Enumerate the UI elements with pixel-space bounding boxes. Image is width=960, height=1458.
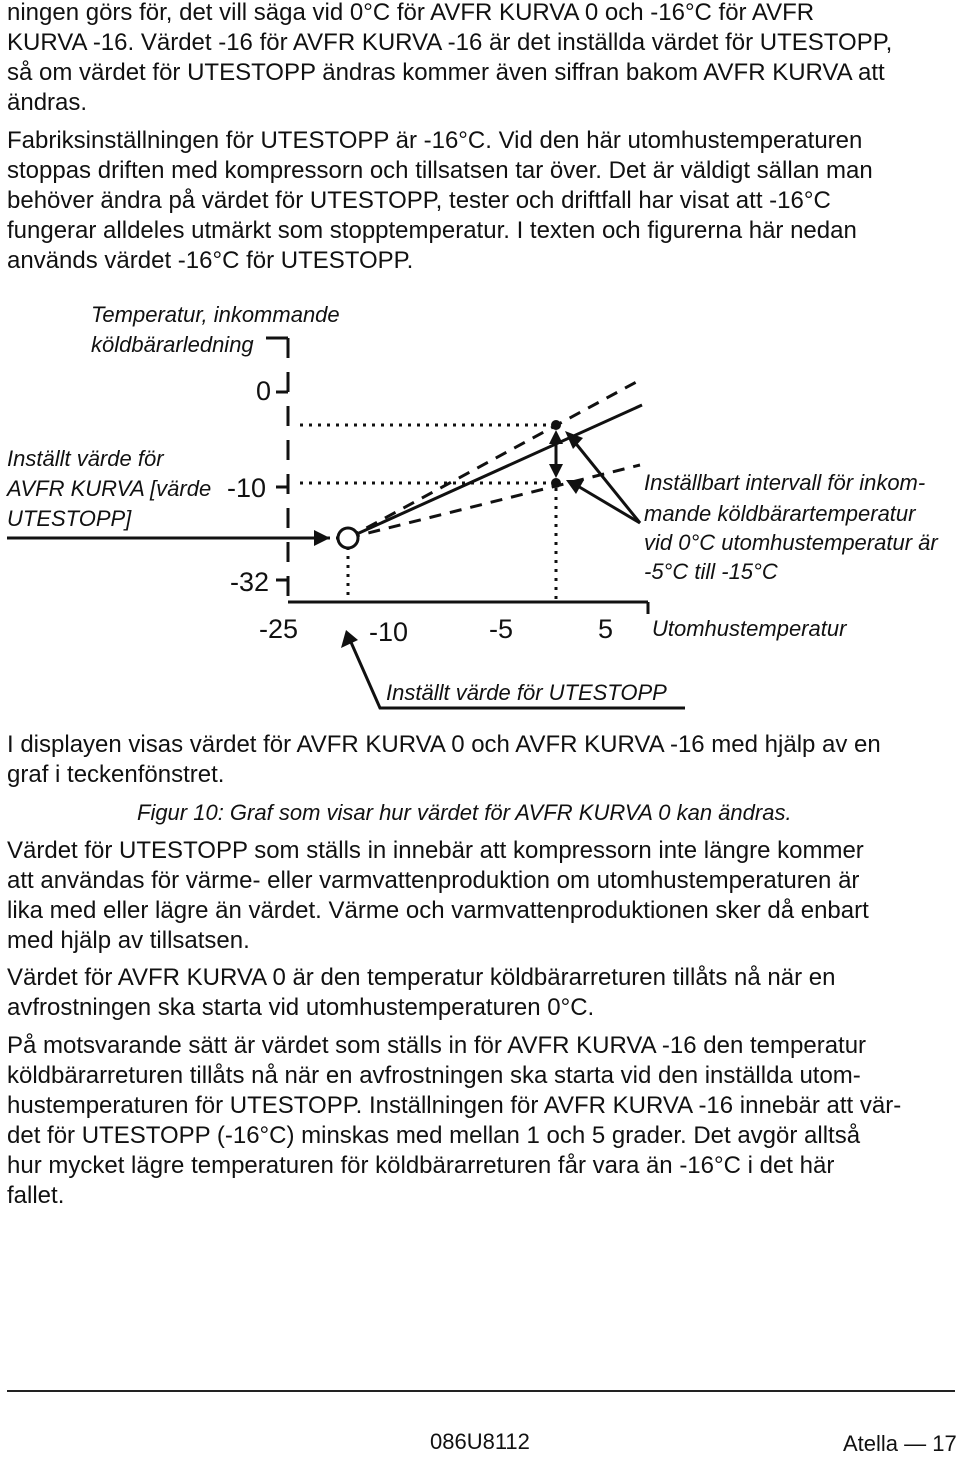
interval-arrowhead-down bbox=[549, 464, 563, 478]
right-annotation-line: mande köldbärartemperatur bbox=[644, 501, 916, 526]
left-annotation-line: Inställt värde för bbox=[7, 446, 164, 471]
right-label-pointer bbox=[576, 485, 640, 523]
x-tick-label: -10 bbox=[369, 617, 409, 647]
document-code: 086U8112 bbox=[430, 1429, 530, 1454]
defrost-curve-diagram bbox=[0, 0, 960, 720]
text-line: ningen görs för, det vill säga vid 0°C för AVFR KURVA 0 och -16°C för AVFR bbox=[7, 0, 815, 26]
x-tick-label: -5 bbox=[489, 614, 514, 644]
y-tick-label: -10 bbox=[227, 473, 267, 503]
page-label: Atella — 17 bbox=[843, 1431, 957, 1456]
curve-upper-limit bbox=[348, 380, 640, 538]
utestopp-point bbox=[338, 528, 358, 548]
curve-lower-limit bbox=[348, 465, 640, 538]
text-line: På motsvarande sätt är värdet som ställs in för AVFR KURVA -16 den temperatur bbox=[7, 1032, 867, 1059]
text-line: fungerar alldeles utmärkt som stopptemperatur. I texten och figurerna här nedan bbox=[7, 217, 857, 244]
right-annotation-line: Inställbart intervall för inkom- bbox=[644, 470, 926, 495]
text-line: Fabriksinställningen för UTESTOPP är -16°C. Vid den här utomhustemperaturen bbox=[7, 127, 863, 154]
right-annotation-line: -5°C till -15°C bbox=[644, 559, 778, 584]
right-annotation-line: vid 0°C utomhustemperatur är bbox=[644, 530, 938, 555]
text-line: att användas för värme- eller varmvattenproduktion om utomhustemperaturen är bbox=[7, 867, 860, 894]
text-line: köldbärarreturen tillåts nå när en avfrostningen ska starta vid den inställda utom- bbox=[7, 1062, 861, 1089]
text-line: det för UTESTOPP (-16°C) minskas med mellan 1 och 5 grader. Det avgör alltså bbox=[7, 1122, 861, 1149]
text-line: hur mycket lägre temperaturen för köldbärarreturen får vara än -16°C i det här bbox=[7, 1152, 835, 1179]
left-annotation-line: UTESTOPP] bbox=[7, 506, 132, 531]
text-line: graf i teckenfönstret. bbox=[7, 761, 225, 788]
text-line: med hjälp av tillsatsen. bbox=[7, 927, 250, 954]
text-line: behöver ändra på värdet för UTESTOPP, tester och driftfall har visat att -16°C bbox=[7, 187, 831, 214]
y-axis-title: köldbärarledning bbox=[91, 332, 254, 357]
y-tick-label: -32 bbox=[230, 567, 270, 597]
x-tick-label: 5 bbox=[598, 614, 614, 644]
figure-caption: Figur 10: Graf som visar hur värdet för AVFR KURVA 0 kan ändras. bbox=[137, 800, 792, 825]
interval-arrowhead-up bbox=[549, 430, 563, 444]
x-tick-label: -25 bbox=[259, 614, 299, 644]
text-line: avfrostningen ska starta vid utomhustemperaturen 0°C. bbox=[7, 994, 595, 1021]
text-line: hustemperaturen för UTESTOPP. Inställningen för AVFR KURVA -16 innebär att vär- bbox=[7, 1092, 902, 1119]
pointer-arrowhead bbox=[314, 530, 330, 546]
text-line: ändras. bbox=[7, 89, 88, 116]
bottom-annotation: Inställt värde för UTESTOPP bbox=[386, 680, 667, 705]
text-line: används värdet -16°C för UTESTOPP. bbox=[7, 247, 414, 274]
footer-rule bbox=[7, 1390, 955, 1392]
text-line: Värdet för UTESTOPP som ställs in innebär att kompressorn inte längre kommer bbox=[7, 837, 864, 864]
text-line: fallet. bbox=[7, 1182, 65, 1209]
point-upper bbox=[551, 420, 561, 430]
x-axis-title: Utomhustemperatur bbox=[652, 616, 847, 641]
text-line: KURVA -16. Värdet -16 för AVFR KURVA -16 är det inställda värdet för UTESTOPP, bbox=[7, 29, 893, 56]
y-axis-title: Temperatur, inkommande bbox=[91, 302, 340, 327]
left-annotation-line: AVFR KURVA [värde bbox=[7, 476, 212, 501]
text-line: I displayen visas värdet för AVFR KURVA 0 och AVFR KURVA -16 med hjälp av en bbox=[7, 731, 881, 758]
y-tick-label: 0 bbox=[256, 376, 272, 406]
point-middle bbox=[551, 478, 561, 488]
text-line: lika med eller lägre än värdet. Värme och varmvattenproduktionen sker då enbart bbox=[7, 897, 869, 924]
pointer-arrowhead bbox=[341, 630, 358, 648]
text-line: stoppas driften med kompressorn och tillsatsen tar över. Det är väldigt sällan man bbox=[7, 157, 873, 184]
text-line: så om värdet för UTESTOPP ändras kommer även siffran bakom AVFR KURVA att bbox=[7, 59, 885, 86]
text-line: Värdet för AVFR KURVA 0 är den temperatur köldbärarreturen tillåts nå när en bbox=[7, 964, 836, 991]
